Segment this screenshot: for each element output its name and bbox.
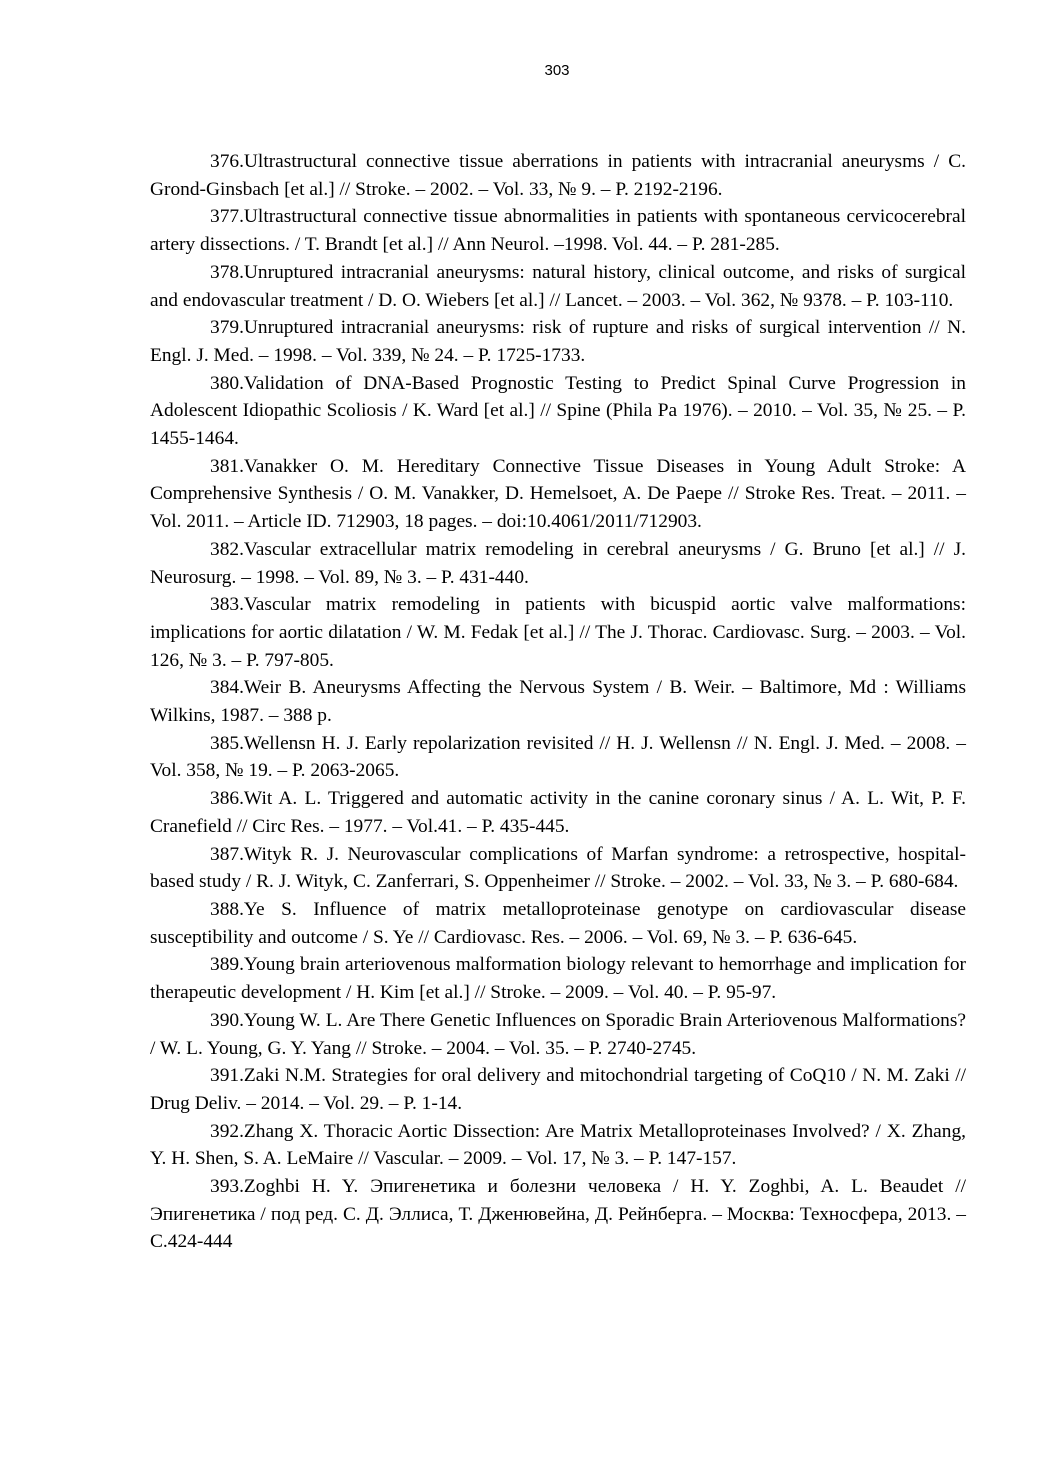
- reference-item: 380.Validation of DNA-Based Prognostic Testing to Predict Spinal Curve Progression in Adolescent Idiopathic Scoliosis / K. Ward [et al.] // Spine (Phila Pa 1976). – 2010. – Vol. 35, № 25. – P. 1455-1464.: [150, 372, 966, 450]
- reference-item: 383.Vascular matrix remodeling in patients with bicuspid aortic valve malformations: implications for aortic dilatation / W. M. Fedak [et al.] // The J. Thorac. Cardiovasc. Surg. – 2003. – Vol. 126, № 3. – P. 797-805.: [150, 594, 966, 671]
- reference-item: 378.Unruptured intracranial aneurysms: natural history, clinical outcome, and risks of surgical and endovascular treatment / D. O. Wiebers [et al.] // Lancet. – 2003. – Vol. 362, № 9378. – P. 103-110.: [150, 261, 966, 311]
- reference-item: 388.Ye S. Influence of matrix metalloproteinase genotype on cardiovascular disease susceptibility and outcome / S. Ye // Cardiovasc. Res. – 2006. – Vol. 69, № 3. – P. 636-645.: [150, 898, 966, 948]
- reference-item: 381.Vanakker O. M. Hereditary Connective Tissue Diseases in Young Adult Stroke: A Comprehensive Synthesis / O. M. Vanakker, D. Hemelsoet, A. De Paepe // Stroke Res. Treat. – 2011. – Vol. 2011. – Article ID. 712903, 18 pages. – doi:10.4061/2011/712903.: [150, 455, 966, 533]
- reference-list: [150, 148, 966, 1256]
- reference-item: 387.Wityk R. J. Neurovascular complications of Marfan syndrome: a retrospective, hospital-based study / R. J. Wityk, C. Zanferrari, S. Oppenheimer // Stroke. – 2002. – Vol. 33, № 3. – P. 680-684.: [150, 843, 966, 893]
- reference-item: 391.Zaki N.M. Strategies for oral delivery and mitochondrial targeting of CoQ10 / N. M. Zaki // Drug Deliv. – 2014. – Vol. 29. – P. 1-14.: [150, 1065, 966, 1114]
- reference-item: 382.Vascular extracellular matrix remodeling in cerebral aneurysms / G. Bruno [et al.] // J. Neurosurg. – 1998. – Vol. 89, № 3. – P. 431-440.: [150, 538, 966, 588]
- reference-item: 390.Young W. L. Are There Genetic Influences on Sporadic Brain Arteriovenous Malformations? / W. L. Young, G. Y. Yang // Stroke. – 2004. – Vol. 35. – P. 2740-2745.: [150, 1009, 966, 1059]
- reference-item: 392.Zhang X. Thoracic Aortic Dissection: Are Matrix Metalloproteinases Involved? / X. Zhang, Y. H. Shen, S. A. LeMaire // Vascular. – 2009. – Vol. 17, № 3. – P. 147-157.: [150, 1120, 966, 1170]
- reference-item: 386.Wit A. L. Triggered and automatic activity in the canine coronary sinus / A. L. Wit, P. F. Cranefield // Circ Res. – 1977. – Vol.41. – P. 435-445.: [150, 788, 966, 837]
- reference-item: 377.Ultrastructural connective tissue abnormalities in patients with spontaneous cervicocerebral artery dissections. / T. Brandt [et al.] // Ann Neurol. –1998. Vol. 44. – P. 281-285.: [150, 206, 966, 256]
- reference-item: 389.Young brain arteriovenous malformation biology relevant to hemorrhage and implication for therapeutic development / H. Kim [et al.] // Stroke. – 2009. – Vol. 40. – P. 95-97.: [150, 954, 966, 1004]
- reference-item: 393.Zoghbi H. Y. Эпигенетика и болезни человека / H. Y. Zoghbi, A. L. Beaudet // Эпигенетика / под ред. С. Д. Эллиса, Т. Дженювейна, Д. Рейнберга. – Москва: Техносфера, 2013. – С.424-444: [150, 1176, 966, 1253]
- page-number: 303: [544, 62, 570, 79]
- reference-item: 379.Unruptured intracranial aneurysms: risk of rupture and risks of surgical intervention // N. Engl. J. Med. – 1998. – Vol. 339, № 24. – P. 1725-1733.: [150, 317, 966, 366]
- reference-item: 376.Ultrastructural connective tissue aberrations in patients with intracranial aneurysms / C. Grond-Ginsbach [et al.] // Stroke. – 2002. – Vol. 33, № 9. – P. 2192-2196.: [150, 151, 966, 200]
- reference-item: 384.Weir B. Aneurysms Affecting the Nervous System / B. Weir. – Baltimore, Md : Williams Wilkins, 1987. – 388 p.: [150, 677, 966, 727]
- reference-item: 385.Wellensn H. J. Early repolarization revisited // H. J. Wellensn // N. Engl. J. Med. – 2008. – Vol. 358, № 19. – P. 2063-2065.: [150, 732, 966, 782]
